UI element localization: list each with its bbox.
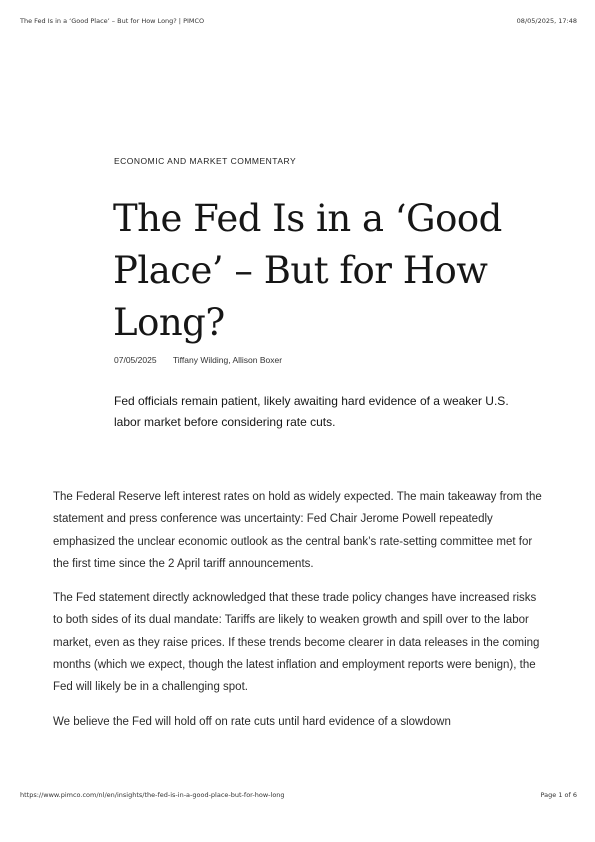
article-summary: Fed officials remain patient, likely awaiting hard evidence of a weaker U.S. labor market before considering rate cuts.: [114, 394, 509, 429]
print-header-timestamp: 08/05/2025, 17:48: [516, 17, 577, 25]
article-title: The Fed Is in a ‘Good Place’ – But for How Long?: [113, 197, 502, 344]
article-date: 07/05/2025: [114, 355, 157, 365]
article-body: [53, 486, 548, 745]
print-header-page-title: The Fed Is in a ‘Good Place’ – But for How Long? | PIMCO: [20, 17, 205, 25]
article-authors: Tiffany Wilding, Allison Boxer: [172, 355, 283, 365]
body-paragraph: The Federal Reserve left interest rates on hold as widely expected. The main takeaway from the statement and press conference was uncertainty: Fed Chair Jerome Powell repeatedly emphasized the unclear economic outlook as the central bank’s rate-setting committee met for the first time since the 2 April tariff announcements.: [53, 491, 542, 570]
body-paragraph: We believe the Fed will hold off on rate cuts until hard evidence of a slowdown: [53, 715, 451, 728]
print-footer-url: https://www.pimco.com/nl/en/insights/the-fed-is-in-a-good-place-but-for-how-long: [20, 791, 285, 799]
print-footer-page-indicator: Page 1 of 6: [540, 791, 577, 799]
body-paragraph: The Fed statement directly acknowledged that these trade policy changes have increased risks to both sides of its dual mandate: Tariffs are likely to weaken growth and spill over to the labor market, even as they raise prices. If these trends become clearer in data releases in the coming months (which we expect, though the latest inflation and employment reports were benign), the Fed will likely be in a challenging spot.: [53, 592, 540, 694]
article-meta: [114, 355, 282, 365]
article-category: ECONOMIC AND MARKET COMMENTARY: [114, 156, 297, 166]
